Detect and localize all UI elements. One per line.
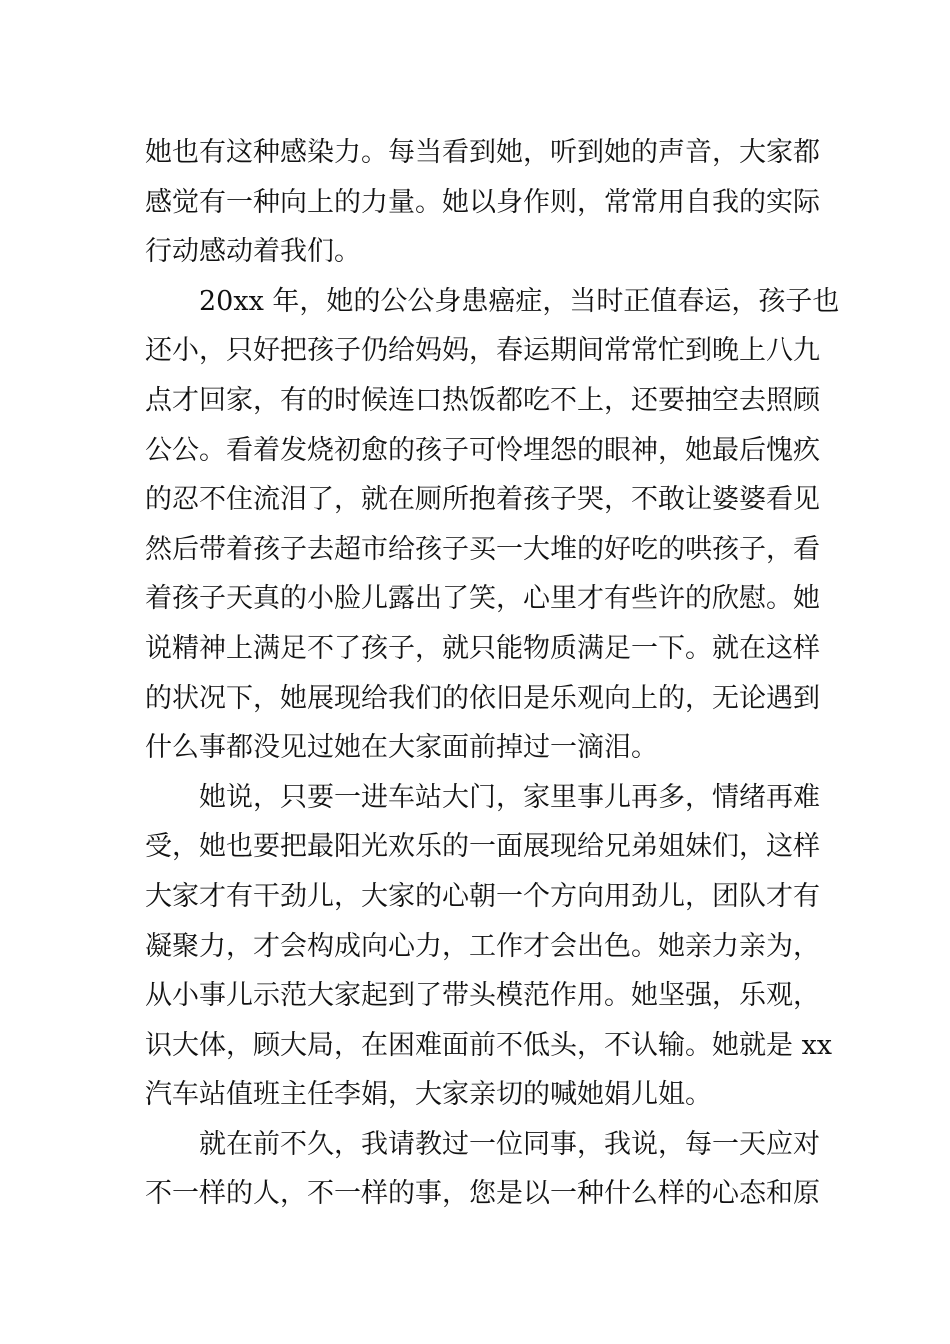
text-line: 的状况下，她展现给我们的依旧是乐观向上的，无论遇到 bbox=[145, 682, 820, 714]
text-line: 着孩子天真的小脸儿露出了笑，心里才有些许的欣慰。她 bbox=[145, 583, 820, 615]
text-line: 识大体，顾大局，在困难面前不低头，不认输。她就是 xx bbox=[145, 1029, 833, 1061]
text-line: 说精神上满足不了孩子，就只能物质满足一下。就在这样 bbox=[145, 632, 820, 664]
text-line: 公公。看着发烧初愈的孩子可怜埋怨的眼神，她最后愧疚 bbox=[145, 434, 820, 466]
text-line: 20xx 年，她的公公身患癌症，当时正值春运，孩子也 bbox=[199, 285, 840, 317]
text-line: 大家才有干劲儿，大家的心朝一个方向用劲儿，团队才有 bbox=[145, 880, 820, 912]
text-line: 点才回家，有的时候连口热饭都吃不上，还要抽空去照顾 bbox=[145, 384, 820, 416]
text-line: 受，她也要把最阳光欢乐的一面展现给兄弟姐妹们，这样 bbox=[145, 831, 820, 863]
text-line: 从小事儿示范大家起到了带头模范作用。她坚强，乐观， bbox=[145, 980, 820, 1012]
text-line: 行动感动着我们。 bbox=[145, 236, 361, 268]
text-line: 不一样的人，不一样的事，您是以一种什么样的心态和原 bbox=[145, 1178, 820, 1210]
text-line: 感觉有一种向上的力量。她以身作则，常常用自我的实际 bbox=[145, 186, 820, 218]
text-line: 还小，只好把孩子仍给妈妈，春运期间常常忙到晚上八九 bbox=[145, 335, 820, 367]
text-line: 她说，只要一进车站大门，家里事儿再多，情绪再难 bbox=[199, 781, 820, 813]
text-line: 她也有这种感染力。每当看到她，听到她的声音，大家都 bbox=[145, 137, 820, 168]
paragraph-2 bbox=[145, 277, 840, 773]
paragraph-3 bbox=[145, 773, 833, 1120]
paragraph-1 bbox=[145, 128, 820, 277]
text-line: 什么事都没见过她在大家面前掉过一滴泪。 bbox=[145, 732, 658, 764]
text-line: 的忍不住流泪了，就在厕所抱着孩子哭，不敢让婆婆看见 bbox=[145, 484, 820, 516]
text-line: 就在前不久，我请教过一位同事，我说，每一天应对 bbox=[199, 1128, 820, 1160]
text-line: 然后带着孩子去超市给孩子买一大堆的好吃的哄孩子，看 bbox=[145, 533, 820, 565]
text-line: 凝聚力，才会构成向心力，工作才会出色。她亲力亲为， bbox=[145, 930, 820, 962]
text-line: 汽车站值班主任李娟，大家亲切的喊她娟儿姐。 bbox=[145, 1079, 712, 1111]
paragraph-4 bbox=[145, 1120, 820, 1219]
body-text bbox=[145, 128, 840, 1219]
